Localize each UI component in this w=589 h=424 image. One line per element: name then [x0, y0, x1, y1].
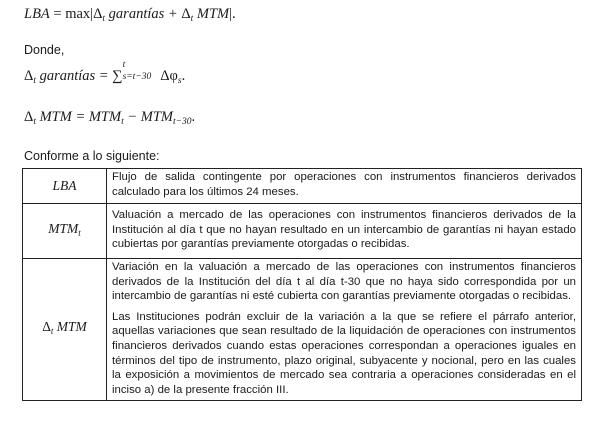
- garantias-formula: $\Delta_t$ garantías = ∑ t s=t−30 $\Delta\varphi_s$.: [24, 60, 186, 86]
- intro-text: Conforme a lo siguiente:: [24, 149, 160, 163]
- definition-lba: Flujo de salida contingente por operaciones con instrumentos financieros derivados calculado para los últimos 24 meses.: [107, 169, 582, 204]
- definition-mtm-t: Valuación a mercado de las operaciones con instrumentos financieros derivados de la Institución al día t que no hayan resultado en un intercambio de garantías ni hayan estado cubiertas por garantías previamente otorgadas o recibidas.: [107, 204, 582, 259]
- table-row-mtm: [23, 204, 582, 259]
- definition-delta-mtm: Variación en la valuación a mercado de las operaciones con instrumentos financieros derivados de la Institución del día t al día t-30 que no haya sido correspondida por un intercambio de garantías ni esté cubierta con garantías previamente otorgadas o recibidas. Las Instituciones podrán excluir de la variación a la que se refiere el párrafo anterior, aquellas variaciones que sean resultado de la liquidación de operaciones con instrumentos financieros derivados cuando estas operaciones correspondan a operaciones iguales en términos del tipo de instrumento, plazo original, subyacente y nocional, pero en las cuales la exposición a movimientos de mercado sea contraria a operaciones consideradas en el inciso a) de la presente fracción III.: [107, 259, 582, 401]
- term-lba: LBA: [23, 169, 107, 204]
- mtm-formula: $\Delta_t$ MTM = $MTM_t - MTM_{t-30}$.: [24, 109, 196, 127]
- term-mtm-t: $MTM_t$: [23, 204, 107, 259]
- definitions-table: [22, 168, 582, 401]
- donde-label: Donde,: [24, 43, 65, 57]
- table-row-delta-mtm: [23, 259, 582, 401]
- term-delta-mtm: $\Delta_t$ MTM: [23, 259, 107, 401]
- lba-formula: LBA = $\max|\Delta_t$ garantías + $\Delta_t$ MTM|.: [24, 6, 236, 24]
- table-row-lba: [23, 169, 582, 204]
